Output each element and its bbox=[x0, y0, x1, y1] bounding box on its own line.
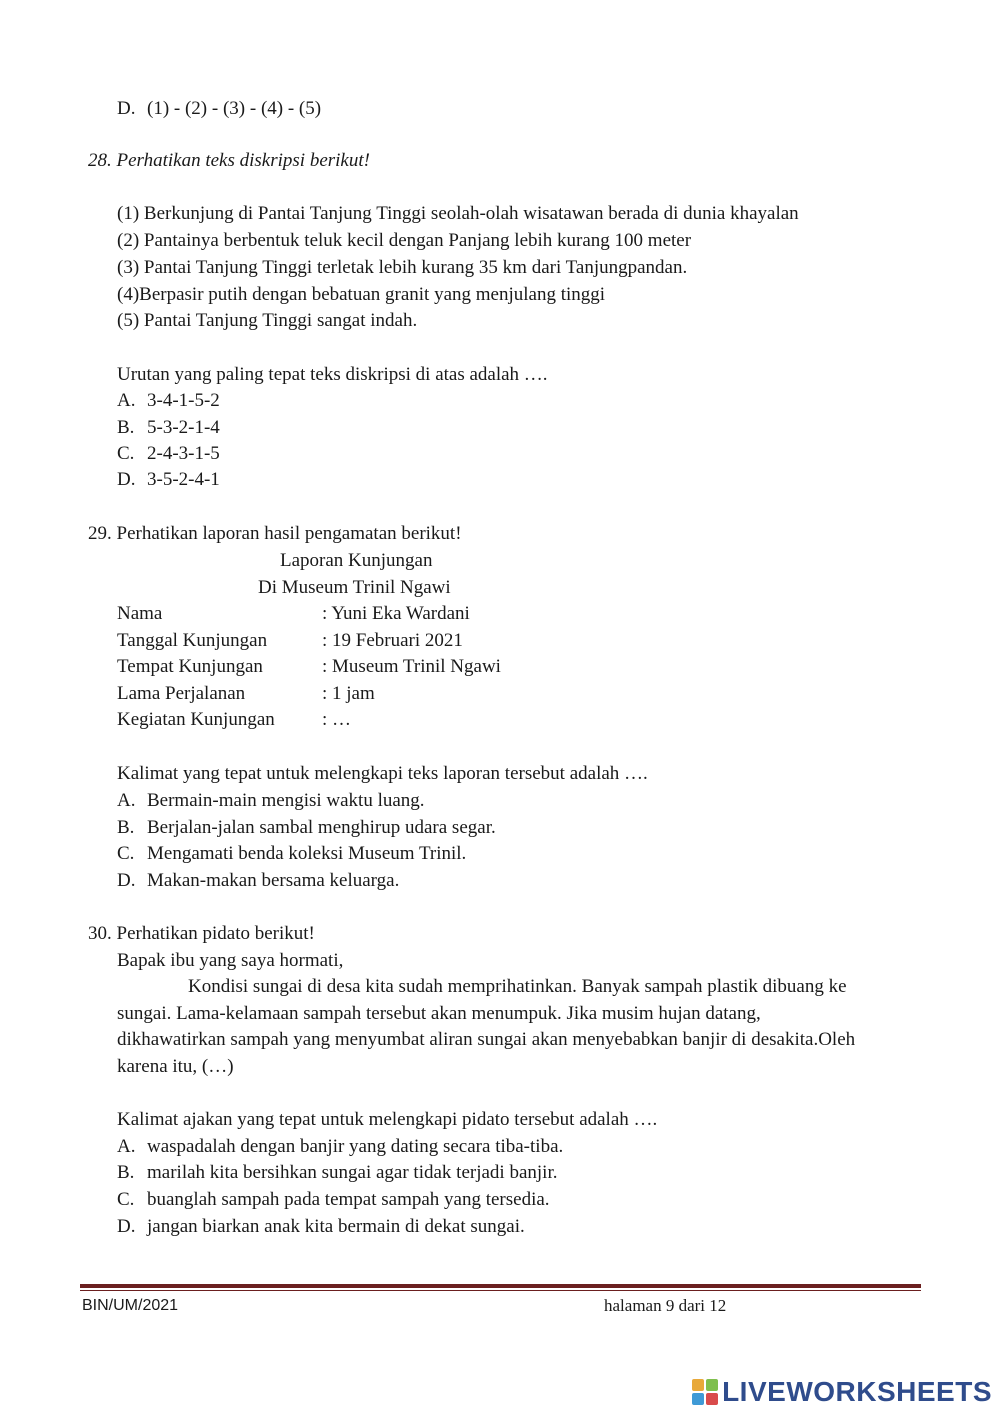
page-number: halaman 9 dari 12 bbox=[604, 1296, 727, 1315]
option-letter: B. bbox=[117, 1162, 135, 1183]
option-letter: B. bbox=[117, 817, 135, 838]
footer-divider bbox=[80, 1284, 921, 1288]
logo-square bbox=[706, 1379, 718, 1391]
option-letter: C. bbox=[117, 1189, 135, 1210]
option-letter: C. bbox=[117, 443, 135, 464]
q28-item: (5) Pantai Tanjung Tinggi sangat indah. bbox=[117, 310, 418, 331]
option-text: waspadalah dengan banjir yang dating secara tiba-tiba. bbox=[147, 1136, 564, 1157]
option-text: Makan-makan bersama keluarga. bbox=[147, 870, 400, 891]
q28-item: (2) Pantainya berbentuk teluk kecil dengan Panjang lebih kurang 100 meter bbox=[117, 230, 692, 251]
option-letter: A. bbox=[117, 790, 136, 811]
option-text: marilah kita bersihkan sungai agar tidak terjadi banjir. bbox=[147, 1162, 558, 1183]
q29-title: 29. Perhatikan laporan hasil pengamatan berikut! bbox=[88, 523, 462, 544]
option-letter: B. bbox=[117, 417, 135, 438]
option-letter: D. bbox=[117, 870, 136, 891]
brand-text: LIVEWORKSHEETS bbox=[722, 1376, 992, 1407]
option-text: 2-4-3-1-5 bbox=[147, 443, 220, 464]
field-label: Tanggal Kunjungan bbox=[117, 630, 268, 651]
q29-option-a[interactable] bbox=[117, 790, 425, 812]
option-text: (1) - (2) - (3) - (4) - (5) bbox=[147, 98, 322, 119]
q30-option-b[interactable] bbox=[117, 1162, 557, 1184]
q29-option-d[interactable] bbox=[117, 870, 399, 892]
option-letter: C. bbox=[117, 843, 135, 864]
field-value: : Museum Trinil Ngawi bbox=[322, 656, 501, 677]
option-letter: A. bbox=[117, 390, 136, 411]
speech-line: Kondisi sungai di desa kita sudah memprihatinkan. Banyak sampah plastik dibuang ke bbox=[188, 976, 847, 997]
q30-option-a[interactable] bbox=[117, 1136, 563, 1158]
q28-title: 28. Perhatikan teks diskripsi berikut! bbox=[88, 150, 370, 171]
field-value: : … bbox=[322, 709, 352, 730]
option-letter: A. bbox=[117, 1136, 136, 1157]
option-text: 5-3-2-1-4 bbox=[147, 417, 220, 438]
option-text: Mengamati benda koleksi Museum Trinil. bbox=[147, 843, 467, 864]
q28-question: Urutan yang paling tepat teks diskripsi di atas adalah …. bbox=[117, 364, 548, 385]
q30-question: Kalimat ajakan yang tepat untuk melengkapi pidato tersebut adalah …. bbox=[117, 1109, 658, 1130]
q28-item: (3) Pantai Tanjung Tinggi terletak lebih kurang 35 km dari Tanjungpandan. bbox=[117, 257, 688, 278]
option-text: Bermain-main mengisi waktu luang. bbox=[147, 790, 425, 811]
report-subtitle: Di Museum Trinil Ngawi bbox=[258, 577, 451, 598]
speech-line: dikhawatirkan sampah yang menyumbat aliran sungai akan menyebabkan banjir di desakita.Oleh bbox=[117, 1029, 856, 1050]
liveworksheets-logo[interactable] bbox=[692, 1376, 992, 1408]
field-label: Kegiatan Kunjungan bbox=[117, 709, 275, 730]
option-text: Berjalan-jalan sambal menghirup udara segar. bbox=[147, 817, 496, 838]
q28-option-b[interactable] bbox=[117, 417, 220, 439]
q29-option-c[interactable] bbox=[117, 843, 466, 865]
field-value: : 19 Februari 2021 bbox=[322, 630, 463, 651]
report-title: Laporan Kunjungan bbox=[280, 550, 433, 571]
q28-item: (4)Berpasir putih dengan bebatuan granit yang menjulang tinggi bbox=[117, 284, 606, 305]
q30-option-c[interactable] bbox=[117, 1189, 550, 1211]
logo-square bbox=[706, 1393, 718, 1405]
liveworksheets-icon bbox=[692, 1379, 718, 1405]
option-text: buanglah sampah pada tempat sampah yang tersedia. bbox=[147, 1189, 550, 1210]
q28-option-d[interactable] bbox=[117, 469, 220, 491]
option-text: jangan biarkan anak kita bermain di dekat sungai. bbox=[147, 1216, 525, 1237]
speech-line: karena itu, (…) bbox=[117, 1056, 234, 1077]
q29-question: Kalimat yang tepat untuk melengkapi teks laporan tersebut adalah …. bbox=[117, 763, 648, 784]
logo-square bbox=[692, 1393, 704, 1405]
q30-option-d[interactable] bbox=[117, 1216, 525, 1238]
option-text: 3-5-2-4-1 bbox=[147, 469, 220, 490]
field-label: Nama bbox=[117, 603, 163, 624]
option-letter: D. bbox=[117, 1216, 136, 1237]
q29-option-b[interactable] bbox=[117, 817, 496, 839]
q28-option-c[interactable] bbox=[117, 443, 220, 465]
option-letter: D. bbox=[117, 98, 136, 119]
speech-line: sungai. Lama-kelamaan sampah tersebut akan menumpuk. Jika musim hujan datang, bbox=[117, 1003, 761, 1024]
option-text: 3-4-1-5-2 bbox=[147, 390, 220, 411]
q27-option-d bbox=[117, 98, 321, 120]
footer-code: BIN/UM/2021 bbox=[82, 1297, 179, 1314]
footer-divider-thin bbox=[80, 1290, 921, 1291]
field-value: : 1 jam bbox=[322, 683, 375, 704]
q28-item: (1) Berkunjung di Pantai Tanjung Tinggi seolah-olah wisatawan berada di dunia khayalan bbox=[117, 203, 799, 224]
q30-title: 30. Perhatikan pidato berikut! bbox=[88, 923, 315, 944]
option-letter: D. bbox=[117, 469, 136, 490]
logo-square bbox=[692, 1379, 704, 1391]
field-label: Lama Perjalanan bbox=[117, 683, 246, 704]
field-label: Tempat Kunjungan bbox=[117, 656, 263, 677]
speech-greeting: Bapak ibu yang saya hormati, bbox=[117, 950, 344, 971]
q28-option-a[interactable] bbox=[117, 390, 220, 412]
field-value: : Yuni Eka Wardani bbox=[322, 603, 470, 624]
